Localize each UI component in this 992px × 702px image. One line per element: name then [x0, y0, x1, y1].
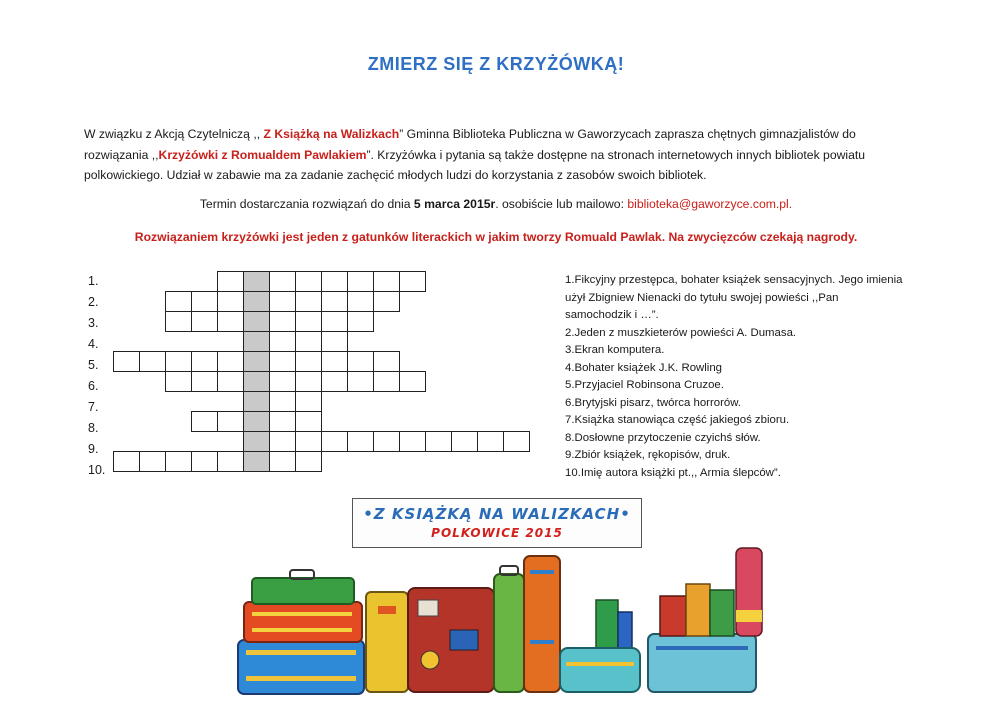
deadline-date: 5 marca 2015r — [413, 197, 496, 211]
intro-text-1: W związku z Akcją Czytelniczą ,, — [84, 127, 264, 141]
crossword-name: Krzyżówki z Romualdem Pawlakiem — [158, 147, 367, 162]
clue-10: 10.Imię autora książki pt.,, Armia ślepców”. — [565, 466, 781, 479]
row-label: 2. — [88, 295, 99, 309]
suitcase-stack-right-icon — [648, 548, 762, 692]
clue-1: 1.Fikcyjny przestępca, bohater książek sensacyjnych. Jego imienia użył Zbigniew Nienacki do tytułu swojej powieści ,,Pan samochodzik i …”. — [565, 274, 903, 321]
clue-5: 5.Przyjaciel Robinsona Cruzoe. — [565, 379, 724, 391]
solution-note: Rozwiązaniem krzyżówki jest jeden z gatunków literackich w jakim tworzy Romuald Pawlak. Na zwycięzców czekają nagrody. — [134, 230, 858, 244]
page-title: ZMIERZ SIĘ Z KRZYŻÓWKĄ! — [367, 54, 625, 74]
action-name: Z Książką na Walizkach — [263, 127, 400, 141]
row-label: 4. — [88, 337, 99, 351]
deadline-text: Termin dostarczania rozwiązań do dnia — [199, 197, 414, 211]
clue-4: 4.Bohater książek J.K. Rowling — [565, 361, 723, 374]
row-label: 1. — [88, 274, 99, 288]
row-label: 8. — [88, 421, 99, 435]
suitcase-stack-middle-icon — [408, 556, 560, 692]
deadline-text-2: . osobiście lub mailowo: — [495, 197, 628, 211]
clue-2: 2.Jeden z muszkieterów powieści A. Dumasa. — [565, 326, 797, 339]
row-label: 5. — [88, 358, 99, 372]
clue-3: 3.Ekran komputera. — [565, 344, 665, 356]
row-label: 10. — [88, 463, 106, 477]
banner-title: •Z KSIĄŻKĄ NA WALIZKACH• — [363, 505, 631, 523]
row-label: 7. — [88, 400, 99, 414]
clue-8: 8.Dosłowne przytoczenie czyichś słów. — [565, 431, 761, 444]
book-stack-icon — [560, 600, 640, 692]
row-label: 9. — [88, 442, 99, 456]
intro-text-2: ” Gminna Biblioteka Publiczna w Gaworzycach zaprasza chętnych gimnazjalistów do rozwiązania ,, — [84, 127, 856, 162]
banner-subtitle: POLKOWICE 2015 — [431, 526, 563, 540]
row-label: 3. — [88, 316, 99, 330]
clue-6: 6.Brytyjski pisarz, twórca horrorów. — [565, 396, 741, 409]
intro-text-3: ”. Krzyżówka i pytania są także dostępne na stronach internetowych innych bibliotek powiatu polkowickiego. Udział w zabawie ma za zadanie zachęcić młodych ludzi do korzystania z zasobów swoich bibliotek. — [84, 147, 866, 182]
email-link[interactable]: biblioteka@gaworzyce.com.pl. — [627, 197, 793, 211]
suitcase-stack-left-icon — [238, 570, 408, 694]
row-label: 6. — [88, 379, 99, 393]
clue-7: 7.Książka stanowiąca część jakiegoś zbioru. — [565, 414, 790, 426]
clue-9: 9.Zbiór książek, rękopisów, druk. — [565, 449, 731, 461]
